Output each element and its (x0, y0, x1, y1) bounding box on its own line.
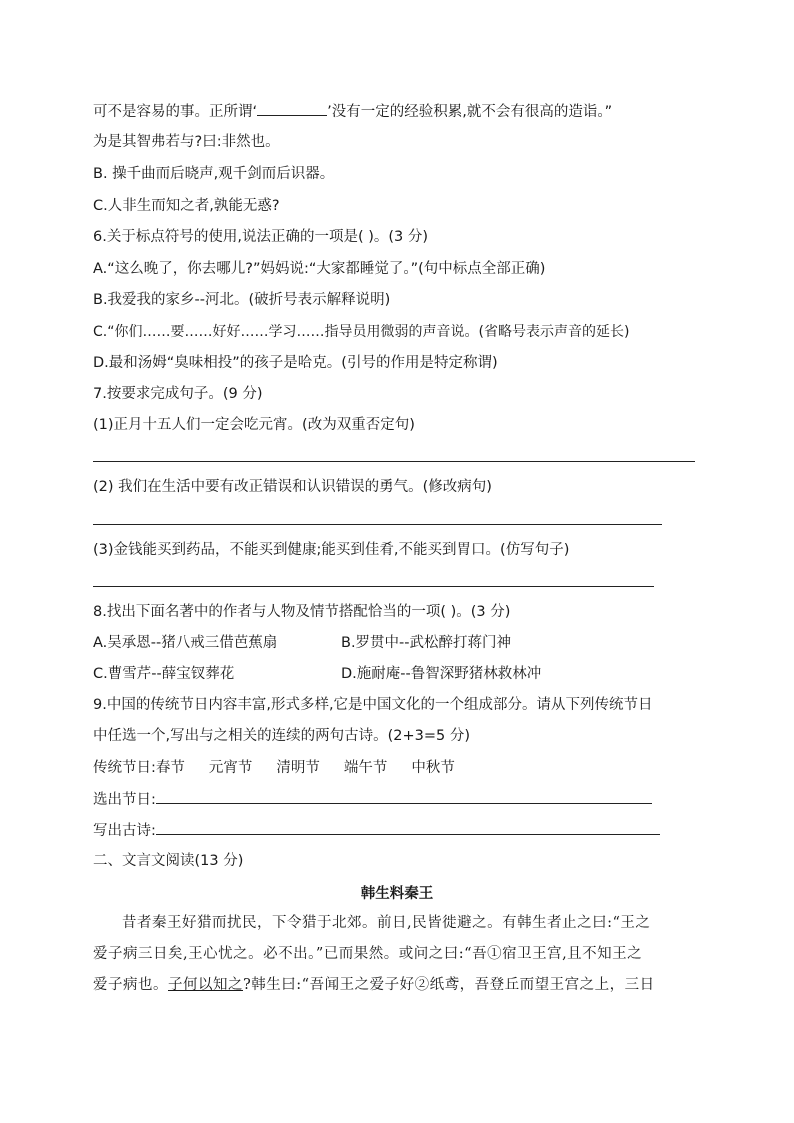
answer-line-3[interactable] (93, 586, 654, 587)
write-poem-label: 写出古诗: (93, 823, 156, 839)
question-8-option-a: A.吴承恩--猪八戒三借芭蕉扇 (93, 635, 278, 651)
question-6-option-d: D.最和汤姆“臭味相投”的孩子是哈克。(引号的作用是特定称谓) (93, 355, 498, 371)
question-6-option-b: B.我爱我的家乡--河北。(破折号表示解释说明) (93, 292, 391, 308)
option-b-line: B. 操千曲而后晓声,观千剑而后识器。 (93, 166, 335, 182)
passage-line-2: 爱子病三日矣,王心忧之。必不出。”已而果然。或问之曰:“吾①宿卫王宫,且不知王之 (93, 946, 643, 962)
question-8: 8.找出下面名著中的作者与人物及情节搭配恰当的一项( )。(3 分) (93, 604, 511, 620)
festival-item: 中秋节 (411, 760, 455, 776)
answer-line-1[interactable] (93, 461, 695, 462)
text-segment: 爱子病也。 (93, 977, 168, 993)
answer-line-2[interactable] (93, 524, 662, 525)
text-segment: ?韩生曰:“吾闻王之爱子好②纸鸢，吾登丘而望王宫之上，三日 (243, 977, 655, 993)
question-9-line-2: 中任选一个,写出与之相关的连续的两句古诗。(2+3=5 分) (93, 728, 471, 744)
question-7-part-3: (3)金钱能买到药品，不能买到健康;能买到佳肴,不能买到胃口。(仿写句子) (93, 542, 570, 558)
festival-item: 元宵节 (208, 760, 253, 776)
festival-label: 传统节日: (93, 760, 156, 776)
underlined-phrase: 子何以知之 (168, 977, 243, 993)
option-c-line: C.人非生而知之者,孰能无惑? (93, 198, 280, 214)
passage-line-1: 昔者秦王好猎而扰民，下令猎于北郊。前日,民皆徙避之。有韩生者止之曰:“王之 (122, 915, 651, 931)
question-8-option-b: B.罗贯中--武松醉打蒋门神 (341, 635, 512, 651)
question-9-line-1: 9.中国的传统节日内容丰富,形式多样,它是中国文化的一个组成部分。请从下列传统节日 (93, 697, 653, 713)
festival-item: 清明节 (276, 760, 320, 776)
pick-festival-label: 选出节日: (93, 792, 156, 808)
write-poem-line (93, 820, 660, 841)
text-line-2: 为是其智弗若与?曰:非然也。 (93, 134, 280, 150)
question-6-option-c: C.“你们……要……好好……学习……指导员用微弱的声音说。(省略号表示声音的延长) (93, 324, 630, 340)
passage-line-3 (93, 975, 655, 995)
pick-festival-blank[interactable] (156, 789, 652, 804)
write-poem-blank[interactable] (156, 820, 660, 835)
festival-list (93, 758, 479, 778)
question-8-option-c: C.曹雪芹--薛宝钗葬花 (93, 666, 235, 682)
section-2-heading: 二、文言文阅读(13 分) (93, 853, 244, 869)
pick-festival-line (93, 789, 652, 810)
festival-item: 春节 (155, 760, 185, 776)
fill-blank[interactable] (257, 101, 327, 116)
text-segment: 可不是容易的事。正所谓‘ (93, 104, 258, 120)
text-segment: ’没有一定的经验积累,就不会有很高的造诣。” (327, 104, 613, 120)
text-line-1 (93, 101, 612, 122)
question-7-part-1: (1)正月十五人们一定会吃元宵。(改为双重否定句) (93, 417, 415, 433)
question-8-option-d: D.施耐庵--鲁智深野猪林救林冲 (341, 666, 542, 682)
question-6-option-a: A.“这么晚了，你去哪儿?”妈妈说:“大家都睡觉了。”(句中标点全部正确) (93, 261, 546, 277)
question-7-part-2: (2) 我们在生活中要有改正错误和认识错误的勇气。(修改病句) (93, 479, 492, 495)
festival-item: 端午节 (343, 760, 388, 776)
question-6: 6.关于标点符号的使用,说法正确的一项是( )。(3 分) (93, 229, 429, 245)
passage-title: 韩生料秦王 (360, 886, 434, 902)
question-7: 7.按要求完成句子。(9 分) (93, 386, 263, 402)
